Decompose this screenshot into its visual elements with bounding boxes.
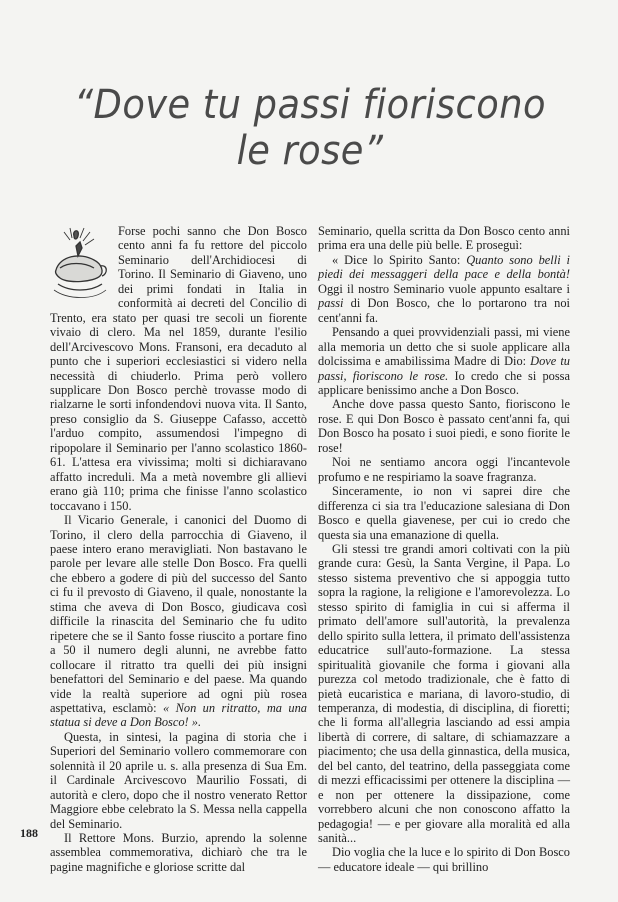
paragraph: Forse pochi sanno che Don Bosco cento anni fa fu rettore del piccolo Seminario dell'Archidiocesi di Torino. Il Seminario di Giaveno, uno dei primi fondati in Italia in conformità ai decreti del Concilio di Trento, era stato per quasi tre secoli un fiorente vivaio di clero. Ma nel 1859, durante l'esilio dell'Arcivescovo Mons. Fransoni, era decaduto al punto che i superiori ecclesiastici si videro nella necessità di chiuderlo. Prima però vollero supplicare Don Bosco perchè trovasse modo di rialzarne le sorti infondendovi nuova vita. Il Santo, preso consiglio da S. Giuseppe Cafasso, accettò l'arduo compito, assumendosi l'impegno di ripopolare il Seminario per l'anno scolastico 1860-61. L'attesa era vivissima; molti si dichiaravano affatto increduli. Ma a metà novembre gli allievi erano già 110; prima che finisse l'anno scolastico toccavano i 150. bbox=[50, 224, 307, 513]
paragraph: Gli stessi tre grandi amori coltivati con la più grande cura: Gesù, la Santa Vergine, il Papa. Lo stesso sistema preventivo che si appoggia tutto sopra la ragione, la religione e l'amorevolezza. Lo stesso spirito di famiglia in cui si afferma il primato dell'amore sull'autorità, la prevalenza dello spirito sulla lettera, il primato dell'assistenza educatrice sull'auto-formazione. La stessa spiritualità giovanile che forma i giovani alla purezza col metodo tradizionale, che è fatto di pietà eucaristica e mariana, di lavoro-studio, di temperanza, di modestia, di disciplina, di fioretti; che li forma all'allegria lasciando ad essi ampia libertà di correre, di saltare, di schiamazzare a piacimento; che usa della ginnastica, della musica, del bel canto, del teatrino, della passeggiata come di mezzi efficacissimi per ottenere la disciplina — e non per ottenere la dissipazione, come vorrebbero alcuni che non conoscono affatto la pedagogia! — e per giovare alla moralità ed alla sanità... bbox=[318, 541, 570, 846]
paragraph: Sinceramente, io non vi saprei dire che differenza ci sia tra l'educazione salesiana di Don Bosco e quella giavenese, per cui io credo che questa sia una emanazione di quella. bbox=[318, 484, 570, 542]
paragraph: Noi ne sentiamo ancora oggi l'incantevole profumo e ne respiriamo la soave fragranza. bbox=[318, 455, 570, 484]
paragraph-text: Pensando a quei provvidenziali passi, mi viene alla memoria un detto che si suole applicare alla dolcissima e amabilissima Madre di Dio: bbox=[318, 325, 570, 369]
paragraph bbox=[50, 513, 307, 730]
paragraph: Il Rettore Mons. Burzio, aprendo la solenne assemblea commemorativa, dichiarò che tra le pagine magnifiche e gloriose scritte dal bbox=[50, 831, 307, 874]
paragraph: Seminario, quella scritta da Don Bosco cento anni prima era una delle più belle. E proseguì: bbox=[318, 224, 570, 253]
quote: Dove tu passi, fioriscono le rose. bbox=[318, 354, 570, 383]
paragraph: Dio voglia che la luce e lo spirito di Don Bosco — educatore ideale — qui brillino bbox=[318, 845, 570, 874]
quote: « Non un ritratto, ma una statua si deve a Don Bosco! ». bbox=[50, 700, 307, 730]
paragraph-text: Io credo che si possa applicare benissimo anche a Don Bosco. bbox=[318, 368, 570, 397]
right-column bbox=[318, 224, 570, 874]
paragraph-text: Il Vicario Generale, i canonici del Duomo di Torino, il clero della parrocchia di Giaveno, il paese intero erano meravigliati. Non bastavano le parole per levare alle stelle Don Bosco. Fra quelli che ebbero a godere di più del successo del Santo ci fu il prevosto di Giaveno, il quale, nonostante la stima che aveva di Don Bosco, giudicava così difficile la rinascita del Seminario che fu udito ripetere che se il Santo fosse riuscito a portare fino a 50 il numero degli alunni, ne avrebbe fatto collocare il ritratto tra quelli dei più insigni benefattori del Seminario e del paese. Ma quando vide la realtà superiore ad ogni più rosea aspettativa, esclamò: bbox=[50, 513, 307, 715]
paragraph bbox=[318, 253, 570, 325]
paragraph bbox=[318, 325, 570, 397]
left-column bbox=[50, 224, 307, 874]
paragraph-text: di Don Bosco, che lo portarono tra noi cent'anni fa. bbox=[318, 296, 570, 325]
paragraph: Questa, in sintesi, la pagina di storia che i Superiori del Seminario vollero commemorare con solennità il 20 aprile u. s. alla presenza di Sua Em. il Cardinale Arcivescovo Maurilio Fossati, di autorità e clero, dopo che il nostro venerato Rettor Maggiore ebbe celebrato la S. Messa nella cappella del Seminario. bbox=[50, 729, 307, 831]
quote: Quanto sono belli i piedi dei messaggeri della pace e della bontà! bbox=[318, 252, 570, 282]
page-number: 188 bbox=[20, 826, 38, 840]
paragraph: Anche dove passa questo Santo, fioriscono le rose. E qui Don Bosco è passato cent'anni fa, qui Don Bosco ha posato i suoi piedi, e sono fiorite le rose! bbox=[318, 397, 570, 455]
paragraph-text: Oggi il nostro Seminario vuole appunto esaltare i bbox=[318, 281, 570, 296]
paragraph-text: « Dice lo Spirito Santo: bbox=[332, 252, 467, 267]
emphasis: passi bbox=[318, 296, 344, 311]
oil-lamp-icon bbox=[50, 226, 110, 302]
article-title: “Dove tu passi fioriscono le rose” bbox=[74, 82, 546, 174]
